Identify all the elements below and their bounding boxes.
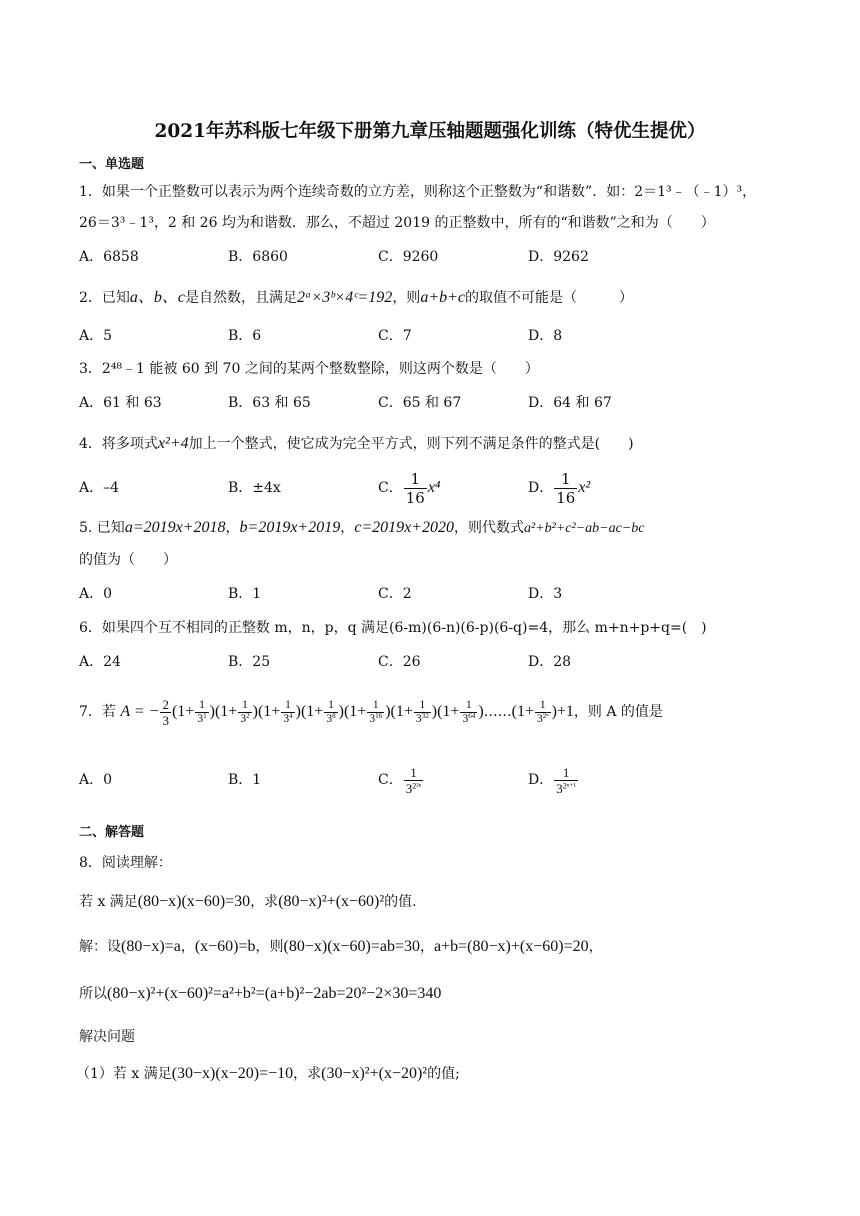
fraction-numerator: 1 bbox=[281, 699, 294, 713]
fraction-denominator: $3^{32}$ bbox=[415, 711, 429, 725]
q7-dots: …… bbox=[483, 704, 512, 720]
q7-factor-list bbox=[171, 698, 484, 725]
q7-factor: (1+ $\frac{1}{3^8}$ ) bbox=[300, 698, 344, 725]
q8-solution-line2 bbox=[79, 984, 441, 1004]
q4-option-d-term: x² bbox=[578, 479, 591, 496]
q7-factor-fraction bbox=[460, 699, 477, 726]
q5-stem-line2: 的值为（ ） bbox=[79, 552, 177, 568]
q4-stem bbox=[79, 434, 634, 454]
q8-sol2-eq: (80−x)²+(x−60)²=a²+b²=(a+b)²−2ab=20²−2×30=340 bbox=[107, 985, 442, 1002]
q2-expr: a+b+c bbox=[420, 289, 466, 306]
fraction-numerator: 1 bbox=[554, 470, 577, 489]
q8-sub1-eq: (30−x)(x−20)=−10 bbox=[171, 1065, 294, 1082]
q8-sol-part1: (80−x)=a bbox=[121, 938, 181, 955]
fraction-numerator: 1 bbox=[195, 699, 208, 713]
q8-sub1-prefix: （1）若 x 满足 bbox=[76, 1066, 172, 1082]
q3-stem: 3．2⁴⁸﹣1 能被 60 到 70 之间的某两个整数整除，则这两个数是（ ） bbox=[79, 361, 539, 377]
q8-sub1-target: (30−x)²+(x−20)² bbox=[321, 1065, 428, 1082]
fraction-denominator: $3^8$ bbox=[326, 711, 336, 725]
q2-option-d[interactable]: D．8 bbox=[528, 328, 563, 344]
q7-factor-fraction bbox=[367, 699, 384, 726]
q7-factor-fraction bbox=[414, 699, 431, 726]
q1-option-c[interactable]: C．9260 bbox=[378, 249, 439, 265]
fraction-denominator: $3^4$ bbox=[283, 711, 293, 725]
fraction-numerator: 1 bbox=[238, 699, 251, 713]
exponent: 2²ⁿ bbox=[412, 781, 422, 791]
page-title: 2021年苏科版七年级下册第九章压轴题题强化训练（特优生提优） bbox=[154, 121, 706, 142]
fraction-denominator: 3 bbox=[162, 712, 169, 728]
q2-comma: ，则 bbox=[392, 290, 421, 306]
q3-option-a[interactable]: A．61 和 63 bbox=[79, 395, 162, 411]
q8-sol-then: ，则 bbox=[255, 939, 284, 955]
q8-sol-part2: (x−60)=b bbox=[194, 938, 256, 955]
q2-option-b[interactable]: B．6 bbox=[228, 328, 262, 344]
q5-option-b[interactable]: B．1 bbox=[228, 586, 262, 602]
q7-option-b[interactable]: B．1 bbox=[228, 772, 262, 788]
q8-sol2-prefix: 所以 bbox=[79, 986, 107, 1002]
q4-option-c[interactable] bbox=[378, 466, 440, 510]
q4-suffix: 加上一个整式，使它成为完全平方式，则下列不满足条件的整式是( ) bbox=[188, 436, 634, 452]
q8-subquestion-1 bbox=[76, 1064, 460, 1084]
q7-coefficient-fraction bbox=[160, 697, 171, 728]
q7-factor: (1+ $\frac{1}{3^{32}}$ ) bbox=[390, 698, 438, 725]
q2-formula: 2ᵃ×3ᵇ×4ᶜ=192 bbox=[297, 289, 393, 306]
q7-factor-fraction bbox=[195, 699, 208, 726]
q2-prefix: 2．已知 bbox=[79, 290, 130, 306]
fraction-denominator: $3^{16}$ bbox=[369, 711, 383, 725]
q6-option-a[interactable]: A．24 bbox=[79, 654, 121, 670]
q4-option-b[interactable]: B．±4x bbox=[228, 480, 281, 496]
fraction-numerator: 1 bbox=[460, 699, 477, 713]
q1-stem-line2: 26＝3³﹣1³，2 和 26 均为和谐数．那么，不超过 2019 的正整数中，所有的“和谐数”之和为（ ） bbox=[79, 215, 715, 231]
q3-option-c[interactable]: C．65 和 67 bbox=[378, 395, 462, 411]
q2-suffix: 的取值不可能是（ ） bbox=[465, 290, 634, 306]
q7-option-d-fraction bbox=[554, 765, 578, 796]
q5-stem-line1: 5. 已知a=2019x+2018，b=2019x+2019，c=2019x+2020，则代数式a²+b²+c²−ab−ac−bc bbox=[79, 519, 645, 536]
q2-mid: 是自然数，且满足 bbox=[185, 290, 298, 306]
fraction-denominator: $3^1$ bbox=[197, 711, 207, 725]
q7-factor-fraction bbox=[238, 699, 251, 726]
q8-sub1-suffix: 的值; bbox=[427, 1066, 460, 1082]
exponent: 2ⁿ⁺¹ bbox=[562, 781, 576, 791]
q7-option-d[interactable] bbox=[528, 756, 579, 804]
q4-option-d-fraction bbox=[554, 470, 577, 507]
q7-last-factor: (1+ $\frac{1}{3^{2^n}}$ ) bbox=[511, 698, 557, 725]
q4-poly: x²+4 bbox=[157, 435, 189, 452]
q4-option-c-fraction bbox=[404, 470, 427, 507]
q5-option-d[interactable]: D．3 bbox=[528, 586, 563, 602]
q8-given-prefix: 若 x 满足 bbox=[79, 894, 138, 910]
fraction-numerator: 2 bbox=[162, 696, 169, 712]
q7-factor-fraction bbox=[324, 699, 337, 726]
q7-option-c-fraction bbox=[404, 765, 423, 796]
q5-c-def: c=2019x+2020 bbox=[354, 519, 455, 536]
exponent: 8 bbox=[332, 711, 336, 720]
fraction-denominator: 16 bbox=[405, 488, 425, 507]
q7-option-a[interactable]: A．0 bbox=[79, 772, 113, 788]
q1-option-b[interactable]: B．6860 bbox=[228, 249, 288, 265]
q5-a-def: a=2019x+2018 bbox=[124, 519, 226, 536]
q7-plus-one: +1 bbox=[556, 703, 574, 720]
q7-option-c[interactable] bbox=[378, 756, 424, 804]
q8-sol-part3: (80−x)(x−60)=ab=30 bbox=[283, 938, 421, 955]
exponent: 32 bbox=[421, 711, 429, 720]
q2-option-c[interactable]: C．7 bbox=[378, 328, 412, 344]
q7-factor: (1+ $\frac{1}{3^2}$ ) bbox=[214, 698, 258, 725]
q8-given bbox=[79, 892, 417, 912]
section-heading-answer-questions: 二、解答题 bbox=[79, 825, 145, 840]
fraction-numerator: 1 bbox=[535, 699, 551, 713]
exponent: 16 bbox=[375, 711, 383, 720]
q5-b-def: b=2019x+2019 bbox=[239, 519, 341, 536]
q7-lhs: A = − bbox=[120, 703, 160, 720]
q8-heading: 解决问题 bbox=[79, 1029, 135, 1045]
exponent: 4 bbox=[289, 711, 293, 720]
q5-option-c[interactable]: C．2 bbox=[378, 586, 412, 602]
q5-expr: a²+b²+c²−ab−ac−bc bbox=[524, 521, 645, 536]
q7-suffix: ，则 A 的值是 bbox=[573, 704, 663, 720]
q8-solution-line1: 解：设(80−x)=a，(x−60)=b，则(80−x)(x−60)=ab=30，a+b=(80−x)+(x−60)=20， bbox=[79, 938, 603, 955]
fraction-denominator: $3^{2^n}$ bbox=[537, 711, 549, 725]
exponent: 2ⁿ bbox=[542, 711, 549, 720]
fraction-denominator: $3^{2^{2n}}$ bbox=[405, 780, 422, 796]
q8-given-mid: ，求 bbox=[250, 894, 279, 910]
q3-option-d[interactable]: D．64 和 67 bbox=[528, 395, 612, 411]
q7-option-c-label: C． bbox=[378, 772, 403, 788]
q7-prefix: 7．若 bbox=[79, 704, 116, 720]
q6-stem: 6．如果四个互不相同的正整数 m，n，p，q 满足(6-m)(6-n)(6-p)(6-q)=4，那么 m+n+p+q=( ) bbox=[79, 620, 707, 636]
fraction-denominator: 16 bbox=[556, 488, 576, 507]
q8-intro: 8．阅读理解： bbox=[79, 855, 172, 871]
exponent: 64 bbox=[468, 711, 476, 720]
q2-stem bbox=[79, 288, 633, 308]
q7-factor: (1+ $\frac{1}{3^1}$ ) bbox=[171, 698, 215, 725]
q4-option-c-label: C． bbox=[378, 480, 403, 496]
fraction-numerator: 1 bbox=[404, 765, 423, 781]
q2-option-a[interactable]: A．5 bbox=[79, 328, 113, 344]
q5-suffix: ，则代数式 bbox=[454, 520, 525, 536]
fraction-numerator: 1 bbox=[367, 699, 384, 713]
exponent: 2 bbox=[246, 711, 250, 720]
q8-sol-prefix: 解：设 bbox=[79, 939, 121, 955]
q8-given-eq: (80−x)(x−60)=30 bbox=[137, 893, 251, 910]
q4-prefix: 4．将多项式 bbox=[79, 436, 158, 452]
q8-sol-part4: a+b=(80−x)+(x−60)=20 bbox=[434, 938, 589, 955]
q4-option-d[interactable] bbox=[528, 466, 590, 510]
q4-option-a[interactable]: A．–4 bbox=[79, 480, 120, 496]
fraction-numerator: 1 bbox=[404, 470, 427, 489]
exponent: 1 bbox=[203, 711, 207, 720]
q6-option-d[interactable]: D．28 bbox=[528, 654, 572, 670]
q1-option-d[interactable]: D．9262 bbox=[528, 249, 589, 265]
q8-given-target: (80−x)²+(x−60)² bbox=[278, 893, 385, 910]
fraction-numerator: 1 bbox=[554, 765, 578, 781]
q7-option-d-label: D． bbox=[528, 772, 554, 788]
q8-sub1-mid: ，求 bbox=[293, 1066, 322, 1082]
q4-option-c-term: x⁴ bbox=[427, 479, 441, 496]
fraction-numerator: 1 bbox=[324, 699, 337, 713]
q6-option-c[interactable]: C．26 bbox=[378, 654, 421, 670]
fraction-numerator: 1 bbox=[414, 699, 431, 713]
section-heading-single-choice: 一、单选题 bbox=[79, 157, 145, 172]
q4-option-d-label: D． bbox=[528, 480, 554, 496]
q7-factor: (1+ $\frac{1}{3^{16}}$ ) bbox=[343, 698, 391, 725]
q3-option-b[interactable]: B．63 和 65 bbox=[228, 395, 311, 411]
q5-prefix: 5. 已知 bbox=[79, 520, 125, 536]
q7-last-fraction bbox=[535, 699, 551, 726]
q1-option-a[interactable]: A．6858 bbox=[79, 249, 139, 265]
q2-vars: a、b、c bbox=[129, 289, 186, 306]
q7-factor-fraction bbox=[281, 699, 294, 726]
fraction-denominator: $3^{2^{n+1}}$ bbox=[556, 780, 576, 796]
q5-option-a[interactable]: A．0 bbox=[79, 586, 113, 602]
q7-stem bbox=[79, 690, 663, 734]
q8-given-suffix: 的值. bbox=[384, 894, 417, 910]
q1-stem-line1: 1．如果一个正整数可以表示为两个连续奇数的立方差，则称这个正整数为“和谐数”．如：2＝1³﹣（﹣1）³， bbox=[79, 184, 757, 200]
q7-factor: (1+ $\frac{1}{3^{64}}$ ) bbox=[437, 698, 484, 725]
q7-factor: (1+ $\frac{1}{3^4}$ ) bbox=[257, 698, 301, 725]
q6-option-b[interactable]: B．25 bbox=[228, 654, 271, 670]
fraction-denominator: $3^2$ bbox=[240, 711, 250, 725]
fraction-denominator: $3^{64}$ bbox=[462, 711, 476, 725]
